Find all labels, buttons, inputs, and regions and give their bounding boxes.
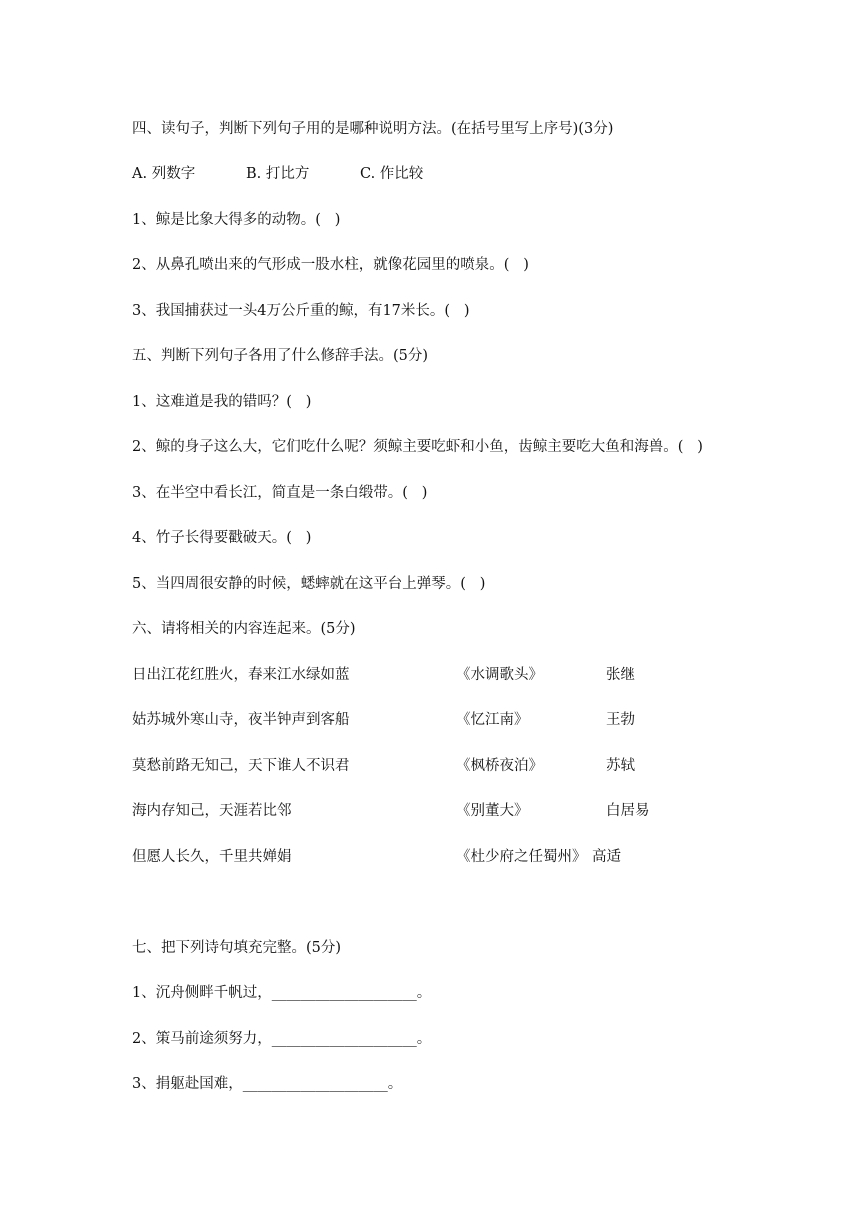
match-author-4: 白居易 bbox=[606, 803, 650, 819]
section5-item-1: 1、这难道是我的错吗？( ) bbox=[132, 394, 312, 410]
match-verse-5: 但愿人长久，千里共婵娟 bbox=[132, 849, 292, 865]
match-verse-3: 莫愁前路无知己，天下谁人不识君 bbox=[132, 758, 350, 774]
section7-item-1: 1、沉舟侧畔千帆过，____________________。 bbox=[132, 985, 432, 1001]
section5-item-5: 5、当四周很安静的时候，蟋蟀就在这平台上弹琴。( ) bbox=[132, 576, 486, 592]
option-c: C. 作比较 bbox=[360, 166, 424, 182]
option-b: B. 打比方 bbox=[246, 166, 310, 182]
option-a: A. 列数字 bbox=[132, 166, 196, 182]
match-title-5: 《杜少府之任蜀州》 bbox=[456, 849, 587, 865]
section5-item-2: 2、鲸的身子这么大，它们吃什么呢？须鲸主要吃虾和小鱼，齿鲸主要吃大鱼和海兽。( ) bbox=[132, 439, 703, 455]
section4-item-2: 2、从鼻孔喷出来的气形成一股水柱，就像花园里的喷泉。( ) bbox=[132, 257, 529, 273]
match-verse-1: 日出江花红胜火，春来江水绿如蓝 bbox=[132, 667, 350, 683]
match-verse-4: 海内存知己，天涯若比邻 bbox=[132, 803, 292, 819]
section5-item-3: 3、在半空中看长江，简直是一条白缎带。( ) bbox=[132, 485, 428, 501]
section4-item-1: 1、鲸是比象大得多的动物。( ) bbox=[132, 212, 341, 228]
match-title-3: 《枫桥夜泊》 bbox=[456, 758, 543, 774]
section5-heading: 五、判断下列句子各用了什么修辞手法。(5分) bbox=[132, 348, 429, 364]
match-author-3: 苏轼 bbox=[606, 758, 635, 774]
section7-heading: 七、把下列诗句填充完整。(5分) bbox=[132, 940, 342, 956]
match-title-1: 《水调歌头》 bbox=[456, 667, 543, 683]
match-author-1: 张继 bbox=[606, 667, 635, 683]
match-author-5: 高适 bbox=[592, 849, 621, 865]
match-title-2: 《忆江南》 bbox=[456, 712, 529, 728]
section7-item-2: 2、策马前途须努力，____________________。 bbox=[132, 1031, 432, 1047]
section4-item-3: 3、我国捕获过一头4万公斤重的鲸，有17米长。( ) bbox=[132, 303, 470, 319]
section5-item-4: 4、竹子长得要戳破天。( ) bbox=[132, 530, 312, 546]
section6-heading: 六、请将相关的内容连起来。(5分) bbox=[132, 621, 356, 637]
match-title-4: 《别董大》 bbox=[456, 803, 529, 819]
match-author-2: 王勃 bbox=[606, 712, 635, 728]
match-verse-2: 姑苏城外寒山寺，夜半钟声到客船 bbox=[132, 712, 350, 728]
section4-heading: 四、读句子，判断下列句子用的是哪种说明方法。(在括号里写上序号)(3分) bbox=[132, 121, 614, 137]
section7-item-3: 3、捐躯赴国难，____________________。 bbox=[132, 1076, 403, 1092]
